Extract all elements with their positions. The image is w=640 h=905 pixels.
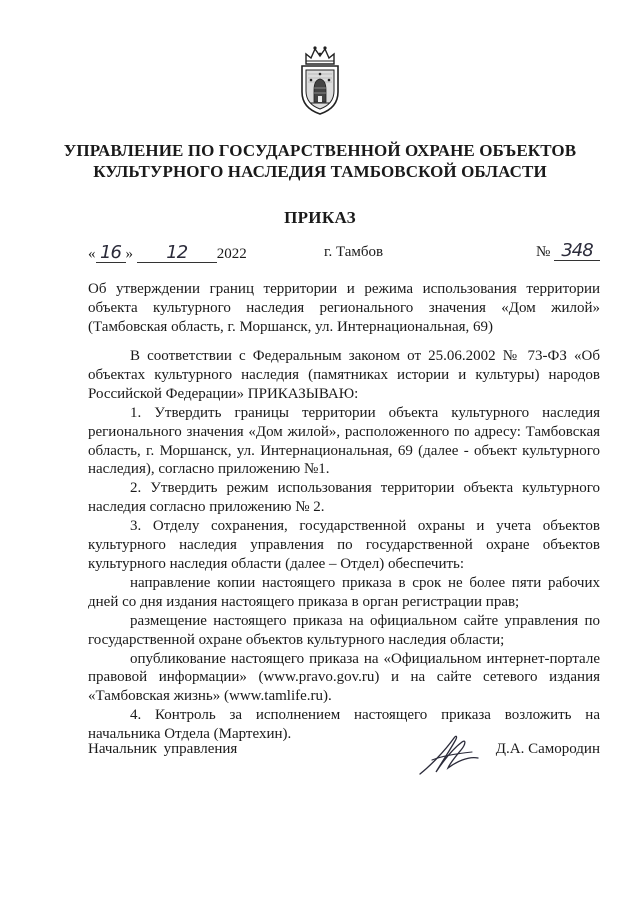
body-paragraph: размещение настоящего приказа на официальном сайте управления по государственной охране объектов культурного наследия области; — [88, 612, 600, 648]
tambov-coat-of-arms-icon — [298, 44, 342, 116]
body-paragraph: 1. Утвердить границы территории объекта культурного наследия регионального значения «Дом жилой», расположенного по адресу: Тамбовская область, г. Моршанск, ул. Интернациональная, 69 (далее - объект культурного наследия), согласно приложению №1. — [88, 404, 600, 478]
quote-open: « — [88, 246, 96, 262]
signature-block — [88, 730, 600, 790]
handwritten-signature-icon — [414, 730, 484, 780]
document-type: ПРИКАЗ — [284, 208, 356, 227]
document-subject: Об утверждении границ территории и режима использования территории объекта культурного наследия регионального значения «Дом жилой» (Тамбовская область, г. Моршанск, ул. Интернациональная, 69) — [88, 281, 600, 335]
number-label: № — [535, 244, 551, 260]
number-value: 348 — [554, 242, 600, 261]
body-paragraph: 4. Контроль за исполнением настоящего приказа возложить на начальника Отдела (Мартехин). — [88, 707, 600, 743]
signer-position: Начальник управления — [88, 741, 238, 757]
body-paragraph: опубликование настоящего приказа на «Официальном интернет-портале правовой информации» (www.pravo.gov.ru) и на сайте сетевого издания «Тамбовская жизнь» (www.tamlife.ru). — [88, 650, 600, 705]
document-number — [536, 242, 600, 261]
body-paragraph: 3. Отделу сохранения, государственной охраны и учета объектов культурного наследия управления по государственной охране объектов культурного наследия области (далее – Отдел) обеспечить: — [88, 518, 600, 572]
document-body — [88, 347, 600, 744]
date-year: 2022 — [216, 246, 247, 262]
document-city: г. Тамбов — [324, 244, 384, 260]
signer-name: Д.А. Самородин — [495, 741, 600, 757]
document-date — [88, 244, 247, 263]
organization-name: УПРАВЛЕНИЕ ПО ГОСУДАРСТВЕННОЙ ОХРАНЕ ОБЪЕКТОВ КУЛЬТУРНОГО НАСЛЕДИЯ ТАМБОВСКОЙ ОБЛАСТИ — [63, 141, 577, 181]
quote-close: » — [125, 246, 133, 262]
body-paragraph: В соответствии с Федеральным законом от 25.06.2002 № 73-ФЗ «Об объектах культурного наследия (памятниках истории и культуры) народов Российской Федерации» ПРИКАЗЫВАЮ: — [88, 348, 600, 402]
body-paragraph: 2. Утвердить режим использования территории объекта культурного наследия согласно приложению № 2. — [88, 480, 600, 516]
date-month: 12 — [137, 244, 217, 263]
date-day: 16 — [96, 244, 126, 263]
body-paragraph: направление копии настоящего приказа в срок не более пяти рабочих дней со дня издания настоящего приказа в орган регистрации прав; — [88, 574, 600, 610]
date-number-line — [88, 236, 600, 266]
